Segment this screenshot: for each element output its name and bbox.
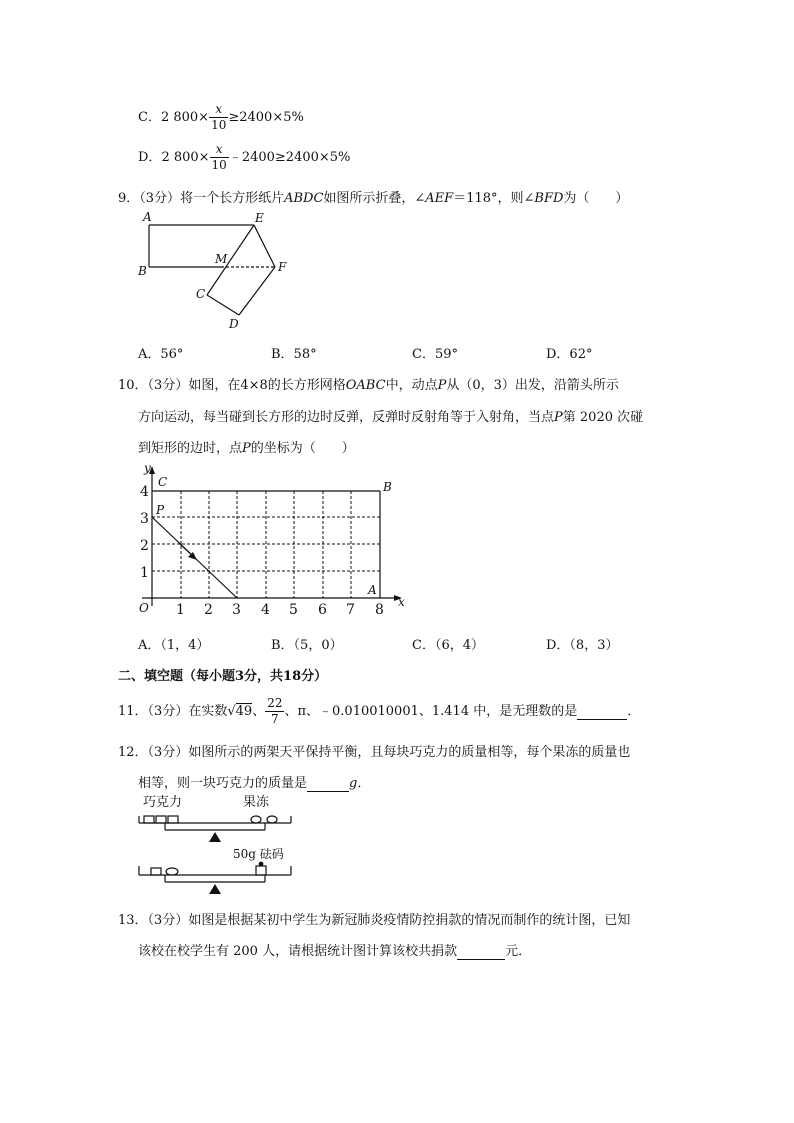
q11-stem: 11．（3分）在实数√49、 $\frac{22}{7}$ 、π、﹣0.010010001、1.414 中，是无理数的是 ．	[118, 696, 641, 726]
svg-text:3: 3	[232, 602, 241, 618]
q10-stem-line3: 到矩形的边时，点P的坐标为（ ）	[138, 441, 355, 456]
svg-text:3: 3	[140, 511, 149, 527]
q9-label-c: C	[196, 287, 206, 301]
q10-option-a[interactable]: A．（1，4）	[138, 638, 210, 653]
chocolate-block	[156, 816, 166, 823]
q9-edge-ef	[254, 225, 275, 267]
section2-title: 二、填空题（每小题3分，共18分）	[118, 669, 328, 684]
q9-option-c[interactable]: C．59°	[412, 347, 458, 362]
jelly-item	[251, 816, 261, 823]
q12-label-chocolate: 巧克力	[143, 795, 183, 810]
q12-label-jelly: 果冻	[243, 795, 270, 810]
q10-label-a: A	[368, 583, 377, 597]
q9-label-a: A	[143, 210, 152, 224]
q10-label-b: B	[383, 480, 392, 494]
svg-text:5: 5	[289, 602, 298, 618]
sqrt-symbol: √	[227, 704, 236, 719]
q10-label-y: y	[144, 461, 151, 475]
svg-text:6: 6	[318, 602, 327, 618]
q10-label-p: P	[156, 503, 165, 517]
svg-text:8: 8	[375, 602, 384, 618]
q8-option-d: D．2 800× $\frac{x}{10}$ ﹣2400≥2400×5%	[138, 142, 351, 172]
q12-fulcrum-bottom	[209, 884, 221, 894]
q10-option-d[interactable]: D．（8，3）	[546, 638, 619, 653]
q12-stem-line2: 相等，则一块巧克力的质量是 g．	[138, 776, 371, 791]
q10-option-c[interactable]: C．（6，4）	[412, 638, 484, 653]
q9-option-b[interactable]: B．58°	[271, 347, 317, 362]
q13-answer-blank[interactable]	[457, 944, 505, 960]
q9-option-a[interactable]: A．56°	[138, 347, 184, 362]
chocolate-block	[168, 816, 178, 823]
q9-label-e: E	[255, 211, 264, 225]
q9-figure	[135, 208, 305, 338]
chocolate-block	[144, 816, 154, 823]
q12-stem-line1: 12．（3分）如图所示的两架天平保持平衡，且每块巧克力的质量相等，每个果冻的质量也	[118, 745, 631, 760]
q9-option-d[interactable]: D．62°	[546, 347, 593, 362]
q10-label-c: C	[158, 475, 168, 489]
q10-label-x: x	[398, 595, 405, 609]
q13-stem-line1: 13．（3分）如图是根据某初中学生为新冠肺炎疫情防控捐款的情况而制作的统计图，已知	[118, 913, 631, 928]
svg-text:7: 7	[346, 602, 355, 618]
sqrt-radicand: 49	[235, 704, 253, 719]
q9-label-f: F	[278, 260, 287, 274]
q10-grid-dashed	[152, 491, 380, 598]
q9-label-m: M	[215, 252, 228, 266]
svg-text:2: 2	[204, 602, 213, 618]
svg-text:4: 4	[261, 602, 270, 618]
q9-stem: 9．（3分）将一个长方形纸片ABDC如图所示折叠，∠AEF＝118°，则∠BFD为（ ）	[118, 191, 629, 206]
q8-d-fraction: $\frac{x}{10}$	[211, 142, 227, 172]
q9-label-d: D	[229, 317, 239, 331]
q10-label-o: O	[139, 601, 149, 615]
q10-stem-line1: 10．（3分）如图，在4×8的长方形网格OABC中，动点P从（0，3）出发，沿箭头所示	[118, 378, 619, 393]
q12-balance-top	[139, 816, 291, 830]
svg-text:1: 1	[176, 602, 185, 618]
jelly-item	[267, 816, 277, 823]
q9-edge-df	[239, 267, 275, 315]
q13-stem-line2: 该校在校学生有 200 人，请根据统计图计算该校共捐款 元．	[138, 944, 532, 959]
q9-label-b: B	[138, 264, 147, 278]
q10-grid-figure	[130, 460, 420, 620]
weight-block	[256, 866, 266, 875]
svg-text:4: 4	[140, 484, 149, 500]
q12-fulcrum-top	[209, 832, 221, 842]
q12-answer-blank[interactable]	[307, 776, 349, 792]
q12-balance-figure	[135, 790, 305, 898]
svg-text:1: 1	[140, 565, 149, 581]
q10-stem-line2: 方向运动，每当碰到长方形的边时反弹，反弹时反射角等于入射角，当点P第 2020 次碰	[138, 410, 644, 425]
q10-direction-arrow	[180, 544, 197, 560]
q11-fraction: $\frac{22}{7}$	[267, 696, 283, 726]
svg-text:2: 2	[140, 538, 149, 554]
q11-answer-blank[interactable]	[577, 704, 627, 720]
q8-c-fraction: $\frac{x}{10}$	[211, 102, 227, 132]
q10-option-b[interactable]: B．（5，0）	[271, 638, 343, 653]
jelly-item	[166, 868, 178, 875]
q12-label-weight: 50g 砝码	[233, 847, 284, 861]
q12-balance-bottom	[139, 862, 291, 882]
chocolate-block	[151, 868, 161, 875]
q8-option-c: C．2 800× $\frac{x}{10}$ ≥2400×5%	[138, 102, 304, 132]
q9-edge-cd	[207, 295, 239, 315]
